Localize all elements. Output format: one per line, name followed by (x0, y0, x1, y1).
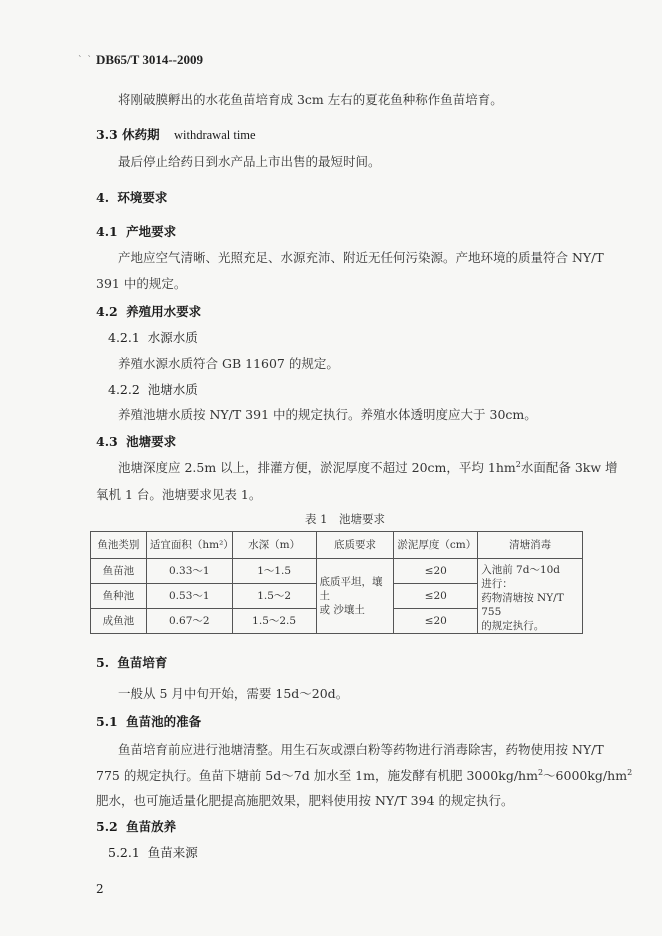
table-cell: 0.67～2 (146, 609, 232, 634)
table-cell: 1.5～2.5 (232, 609, 316, 634)
intro-paragraph: 将刚破膜孵出的水花鱼苗培育成 3cm 左右的夏花鱼种称作鱼苗培育。 (118, 92, 503, 107)
text-run: 水面配备 3kw 增 (520, 460, 618, 475)
table-header-row (91, 532, 583, 559)
section-title: 环境要求 (117, 190, 168, 205)
text-run: 775 的规定执行。鱼苗下塘前 5d～7d 加水至 1m，施发酵有机肥 3000kg/hm (96, 768, 538, 783)
table-cell: ≤20 (394, 584, 478, 609)
section-title: 鱼苗来源 (147, 845, 198, 860)
section-number: 4.2 (96, 304, 118, 319)
section-number: 4.1 (96, 224, 118, 239)
section-title: 水源水质 (147, 330, 198, 345)
table-header-cell: 适宜面积（hm²） (146, 532, 232, 559)
superscript: 2 (515, 459, 521, 469)
section-4-heading (96, 188, 167, 206)
section-5-1-line3: 肥水，也可施适量化肥提高施肥效果，肥料使用按 NY/T 394 的规定执行。 (96, 793, 514, 808)
section-5-2-1-heading (108, 843, 198, 861)
section-4-3-line1 (118, 458, 618, 476)
table-row (91, 559, 583, 584)
section-4-2-1-text: 养殖水源水质符合 GB 11607 的规定。 (118, 356, 339, 371)
section-title-english: withdrawal time (173, 128, 256, 142)
section-number: 4.3 (96, 434, 118, 449)
disinfection-cell (478, 559, 583, 634)
section-5-text: 一般从 5 月中旬开始，需要 15d～20d。 (118, 686, 349, 701)
section-4-1-line1: 产地应空气清晰、光照充足、水源充沛、附近无任何污染源。产地环境的质量符合 NY/T (118, 250, 604, 265)
section-number: 5. (96, 655, 110, 670)
section-4-1-heading (96, 222, 176, 240)
cell-line: 或 沙壤土 (319, 604, 365, 616)
cell-line: 入池前 7d～10d (481, 564, 561, 576)
table-cell: 鱼种池 (91, 584, 147, 609)
section-number: 3.3 (96, 127, 118, 142)
section-4-1-line2: 391 中的规定。 (96, 276, 187, 291)
section-number: 5.2.1 (108, 845, 140, 860)
section-5-heading (96, 653, 167, 671)
scan-marks: ` ` (78, 56, 93, 66)
table-header-cell: 鱼池类别 (91, 532, 147, 559)
table-cell: 0.53～1 (146, 584, 232, 609)
bottom-requirement-cell (316, 559, 394, 634)
section-title: 鱼苗培育 (117, 655, 168, 670)
table-header-cell: 底质要求 (316, 532, 394, 559)
section-3-3-text: 最后停止给药日到水产品上市出售的最短时间。 (118, 154, 381, 169)
section-title: 休药期 (122, 127, 160, 142)
table-cell: 1.5～2 (232, 584, 316, 609)
section-3-3-heading (96, 125, 256, 143)
section-5-2-heading (96, 817, 176, 835)
section-number: 5.2 (96, 819, 118, 834)
table-header-cell: 淤泥厚度（cm） (394, 532, 478, 559)
section-title: 池塘要求 (126, 434, 177, 449)
cell-line: 药物清塘按 NY/T 755 (481, 592, 564, 618)
section-number: 4.2.2 (108, 382, 140, 397)
table-cell: 0.33～1 (146, 559, 232, 584)
section-4-3-line2: 氧机 1 台。池塘要求见表 1。 (96, 487, 262, 502)
section-5-1-heading (96, 712, 201, 730)
table-cell: 鱼苗池 (91, 559, 147, 584)
table-cell: ≤20 (394, 559, 478, 584)
section-4-2-2-text: 养殖池塘水质按 NY/T 391 中的规定执行。养殖水体透明度应大于 30cm。 (118, 407, 537, 422)
section-title: 鱼苗放养 (126, 819, 177, 834)
table-caption: 表 1 池塘要求 (305, 512, 385, 526)
table-cell: 1～1.5 (232, 559, 316, 584)
cell-line: 进行： (481, 578, 513, 590)
text-run: 池塘深度应 2.5m 以上，排灌方便，淤泥厚度不超过 20cm，平均 1hm (118, 460, 516, 475)
section-number: 5.1 (96, 714, 118, 729)
table-header-cell: 水深（m） (232, 532, 316, 559)
text-run: ～6000kg/hm (543, 768, 628, 783)
section-title: 鱼苗池的准备 (126, 714, 202, 729)
document-code: DB65/T 3014--2009 (96, 52, 204, 67)
section-4-2-1-heading (108, 328, 198, 346)
section-4-3-heading (96, 432, 176, 450)
cell-line: 的规定执行。 (481, 620, 545, 632)
superscript: 2 (627, 767, 633, 777)
section-5-1-line1: 鱼苗培育前应进行池塘清整。用生石灰或漂白粉等药物进行消毒除害，药物使用按 NY/T (118, 742, 604, 757)
table-cell: 成鱼池 (91, 609, 147, 634)
section-title: 池塘水质 (147, 382, 198, 397)
section-title: 养殖用水要求 (126, 304, 202, 319)
section-title: 产地要求 (126, 224, 177, 239)
table-cell: ≤20 (394, 609, 478, 634)
section-number: 4. (96, 190, 110, 205)
section-4-2-2-heading (108, 380, 198, 398)
section-4-2-heading (96, 302, 201, 320)
page-number: 2 (96, 882, 104, 896)
pond-requirements-table (90, 531, 583, 634)
cell-line: 底质平坦，壤土 (319, 576, 383, 602)
superscript: 2 (537, 767, 544, 777)
section-5-1-line2 (96, 766, 632, 784)
section-number: 4.2.1 (108, 330, 140, 345)
table-header-cell: 清塘消毒 (478, 532, 583, 559)
